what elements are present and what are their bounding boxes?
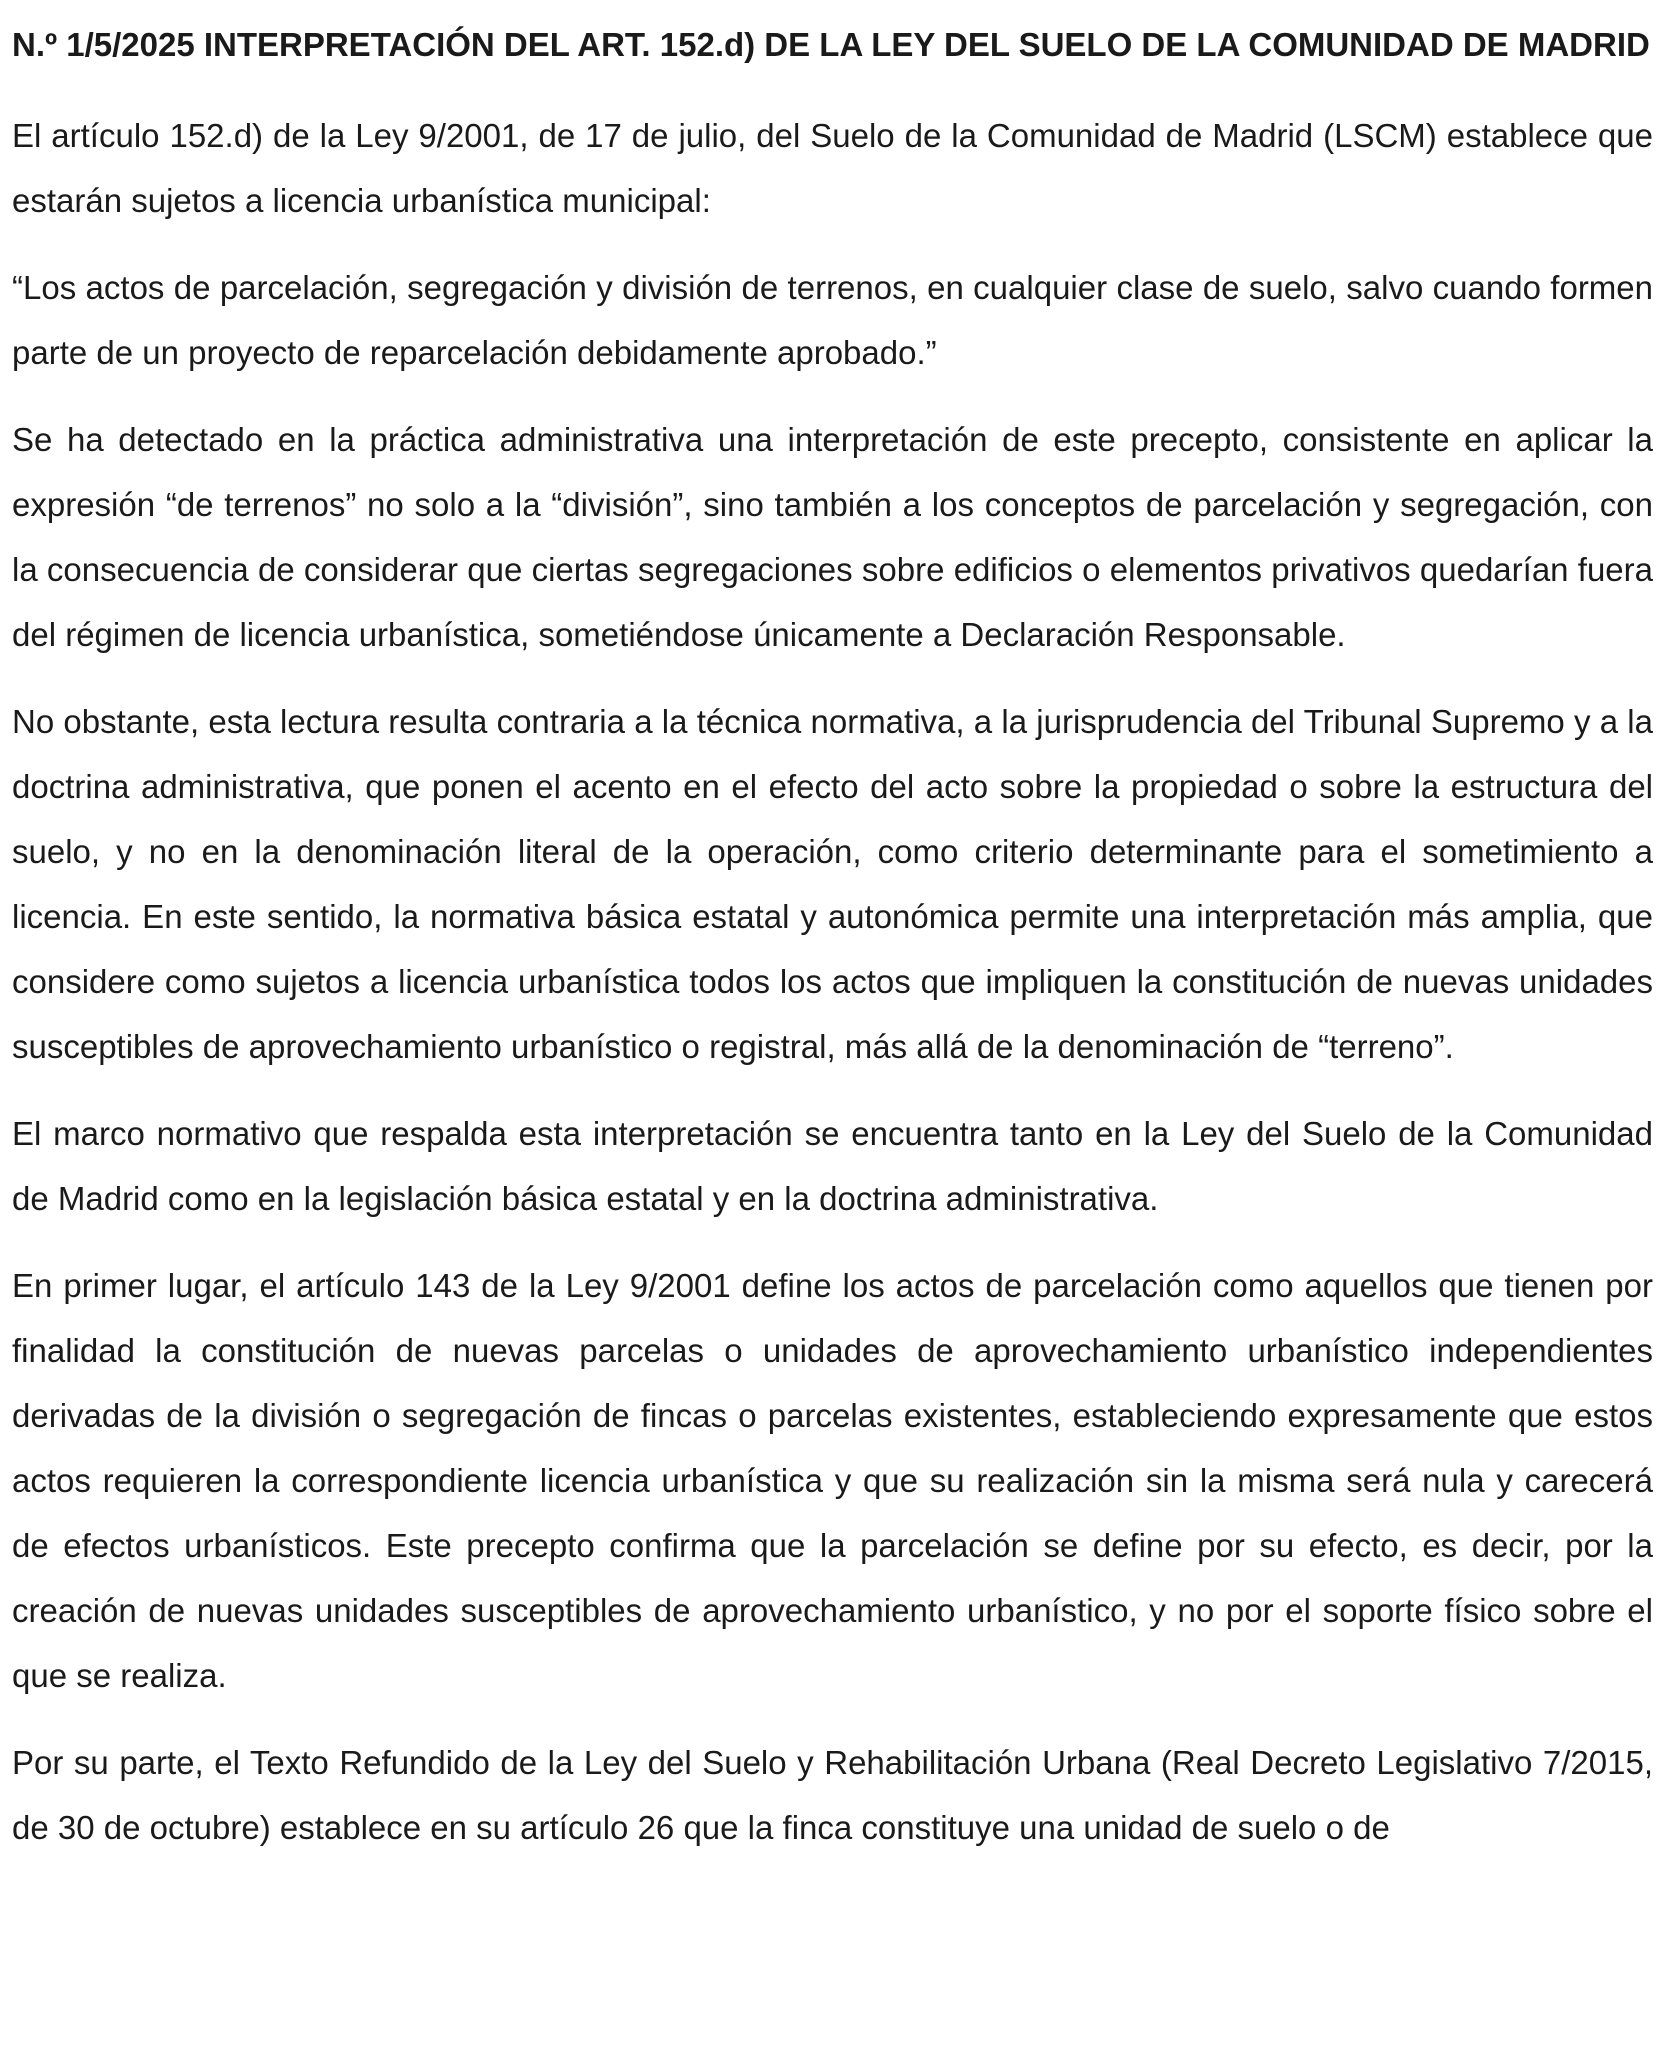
- paragraph-quote: “Los actos de parcelación, segregación y división de terrenos, en cualquier clase de suelo, salvo cuando formen parte de un proyecto de reparcelación debidamente aprobado.”: [12, 269, 1653, 371]
- paragraph-article-143: En primer lugar, el artículo 143 de la Ley 9/2001 define los actos de parcelación como aquellos que tienen por finalidad la constitución de nuevas parcelas o unidades de aprovechamiento urbanístico independientes derivadas de la división o segregación de fincas o parcelas existentes, estableciendo expresamente que estos actos requieren la correspondiente licencia urbanística y que su realización sin la misma será nula y carecerá de efectos urbanísticos. Este precepto confirma que la parcelación se define por su efecto, es decir, por la creación de nuevas unidades susceptibles de aprovechamiento urbanístico, y no por el soporte físico sobre el que se realiza.: [12, 1267, 1653, 1694]
- paragraph-framework: El marco normativo que respalda esta interpretación se encuentra tanto en la Ley del Suelo de la Comunidad de Madrid como en la legislación básica estatal y en la doctrina administrativa.: [12, 1115, 1653, 1217]
- document-title: N.º 1/5/2025 INTERPRETACIÓN DEL ART. 152.d) DE LA LEY DEL SUELO DE LA COMUNIDAD DE MADRID: [12, 26, 1650, 63]
- paragraph-practice: Se ha detectado en la práctica administrativa una interpretación de este precepto, consistente en aplicar la expresión “de terrenos” no solo a la “división”, sino también a los conceptos de parcelación y segregación, con la consecuencia de considerar que ciertas segregaciones sobre edificios o elementos privativos quedarían fuera del régimen de licencia urbanística, sometiéndose únicamente a Declaración Responsable.: [12, 421, 1653, 653]
- paragraph-objection: No obstante, esta lectura resulta contraria a la técnica normativa, a la jurisprudencia del Tribunal Supremo y a la doctrina administrativa, que ponen el acento en el efecto del acto sobre la propiedad o sobre la estructura del suelo, y no en la denominación literal de la operación, como criterio determinante para el sometimiento a licencia. En este sentido, la normativa básica estatal y autonómica permite una interpretación más amplia, que considere como sujetos a licencia urbanística todos los actos que impliquen la constitución de nuevas unidades susceptibles de aprovechamiento urbanístico o registral, más allá de la denominación de “terreno”.: [12, 703, 1653, 1065]
- paragraph-state-law: Por su parte, el Texto Refundido de la Ley del Suelo y Rehabilitación Urbana (Real Decreto Legislativo 7/2015, de 30 de octubre) establece en su artículo 26 que la finca constituye una unidad de suelo o de: [12, 1744, 1653, 1846]
- paragraph-intro: El artículo 152.d) de la Ley 9/2001, de 17 de julio, del Suelo de la Comunidad de Madrid (LSCM) establece que estarán sujetos a licencia urbanística municipal:: [12, 117, 1653, 219]
